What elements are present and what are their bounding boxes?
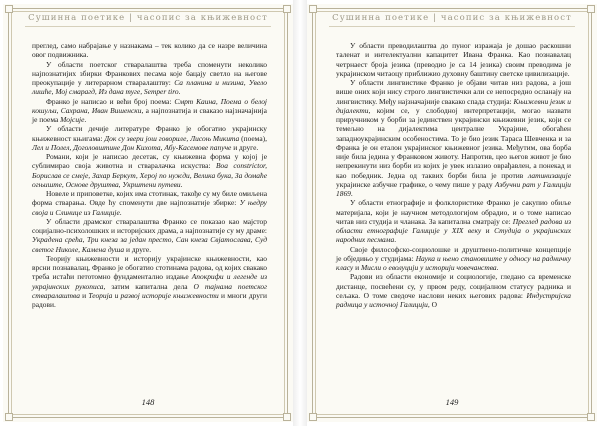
- paragraph: У области поетског стваралаштва треба споменути неколико најпознатијих збирки Франкових песама које бацају светло на његове преокупације у литерарном стваралаштву: Са планина и низина, Увело лишће, Мој смарагд, Из дана туге, Semper tiro.: [32, 59, 267, 97]
- corner-ornament: [587, 413, 595, 421]
- corner-ornament: [309, 5, 317, 13]
- corner-ornament: [283, 413, 291, 421]
- page-number: 149: [445, 397, 459, 407]
- paragraph: Радови из области економије и социологије, гледано са временске дистанце, посвећени су, у првом реду, социјалном статусу радника и сељака. О томе сведоче наслови неких његових радова: Индустријска радница у источној Галицији, О: [336, 272, 571, 309]
- paragraph: У области лингвистике Франко је објави читав низ радова, а још више оних који нису строго лингвистички али се непосредно осланају на лингвистику. Међу најзначајније свакако спада студија: Књижевни језик и дијалекти, којим се, у слободној интерпретацији, могао назвати приручником у борби за јединствен украјински књижевни језик, који се темељно на дијалектима централне Украјине, обогаћен западноукрајинским особеностима. То је био језик Тараса Шевченка и за Франка је он еталон украјинског књижевног језика. Међутим, ова борба није била једина у Франковом животу. Напротив, цео његов живот је био непрекинути низ борби из којих је увек излазио оврађавлен, а понекад и као победник. Једна од таквих борби била је против латинизације украјинске азбучне графике, о чему пише у раду Азбучни рат у Галицији 1869.: [336, 78, 572, 198]
- book-gutter: [293, 0, 307, 426]
- paragraph: Франко је написао и већи број поема: Смрт Каина, Поема о белој кошуљи, Сахрана, Иван Вишенски, а најпознатија и сваказо најзначајнија је поема Мојсије.: [32, 96, 267, 124]
- paragraph: Новеле и приповетке, којих има стотинак, такође су му биле омиљена форма стварања. Овде ћу споменути две најпознатије збирке: У њедру своја и Слинице из Галиције.: [32, 189, 268, 217]
- paragraph: Романи, који је написао десетак, су књижевна форма у којој је сублимирао своја животна и стваралачка искуства: Воа constrictor, Борислав се смеје, Захар Беркут, Херој по нужди, Велика бука, За домаће огњиште, Основе друштва, Укрштени путеви.: [32, 152, 267, 189]
- paragraph: У области дечије литературе Франко је обогатио украјинску књижевност књигама: Док су звери још говориле, Лисоњ Микита (поема), Лел и Полел, Доголовштине Дон Кихота, Абу-Касемове папуче и друге.: [32, 124, 267, 152]
- header-rule: [329, 26, 575, 27]
- paragraph: У области етнографије и фолклористике Франко је сакупио обиље материјала, који је научном методологијом обрадио, и о томе написао читав низ студија и чланака. За капитална сматрају се: Преглед радова из области етнографије Галиције у XIX веку и Студија о украјинских народних песмама.: [336, 198, 572, 245]
- left-page-body: [32, 41, 267, 309]
- paragraph: преглед, само набрајање у назнакама – тек колико да се назре величина овог подвижника.: [32, 41, 267, 60]
- right-page: [307, 4, 597, 422]
- right-page-body: [336, 41, 571, 309]
- corner-ornament: [309, 413, 317, 421]
- paragraph: У области драмског стваралаштва Франко се показао као мајстор социјално-психолошких и историјских драма, а најпознатије су му драме: Украдена срећа, Три кнеза за један престо, Сан кнеза Свјатослава, Суд светог Николе, Камена душа и друге.: [32, 216, 267, 254]
- paragraph: У области преводилаштва до пуног изражаја је дошао раскошни таленат и интелектуални капацитет Ивана Франка. Као познавалац четрнаест бројa језика (преводио је са 14 језика) своим преводима је украјинском читаоцу приближио духовну баштину светске цивилизације.: [336, 41, 571, 78]
- paragraph: Теорију књижевности и историју украјинске књижевности, као врсни познавалац, Франко је обогатио стотинама радова, од којих свакако треба истаћи петотомно фундаментално издање Апокрифи и легенде из украјинских рукописа, затим капитална дела О тајнама поетског стваралаштва и Теорија и развој историје књижевности и многи други радови.: [32, 253, 268, 309]
- page-number: 148: [141, 397, 155, 407]
- corner-ornament: [587, 5, 595, 13]
- corner-ornament: [5, 5, 13, 13]
- running-head: Сушинна поетике | часопис за књижевност: [28, 13, 268, 23]
- running-head: Сушинна поетике | часопис за књижевност: [332, 13, 572, 23]
- corner-ornament: [5, 413, 13, 421]
- left-page: [3, 4, 293, 422]
- corner-ornament: [283, 5, 291, 13]
- header-rule: [25, 26, 271, 27]
- paragraph: Своје философско-социолошке и друштвено-политичке концепције је обједињо у студијама: Наука и њено становиште у односу на радничку класу и Мисли о еволуцији у историји човечанства.: [336, 244, 571, 272]
